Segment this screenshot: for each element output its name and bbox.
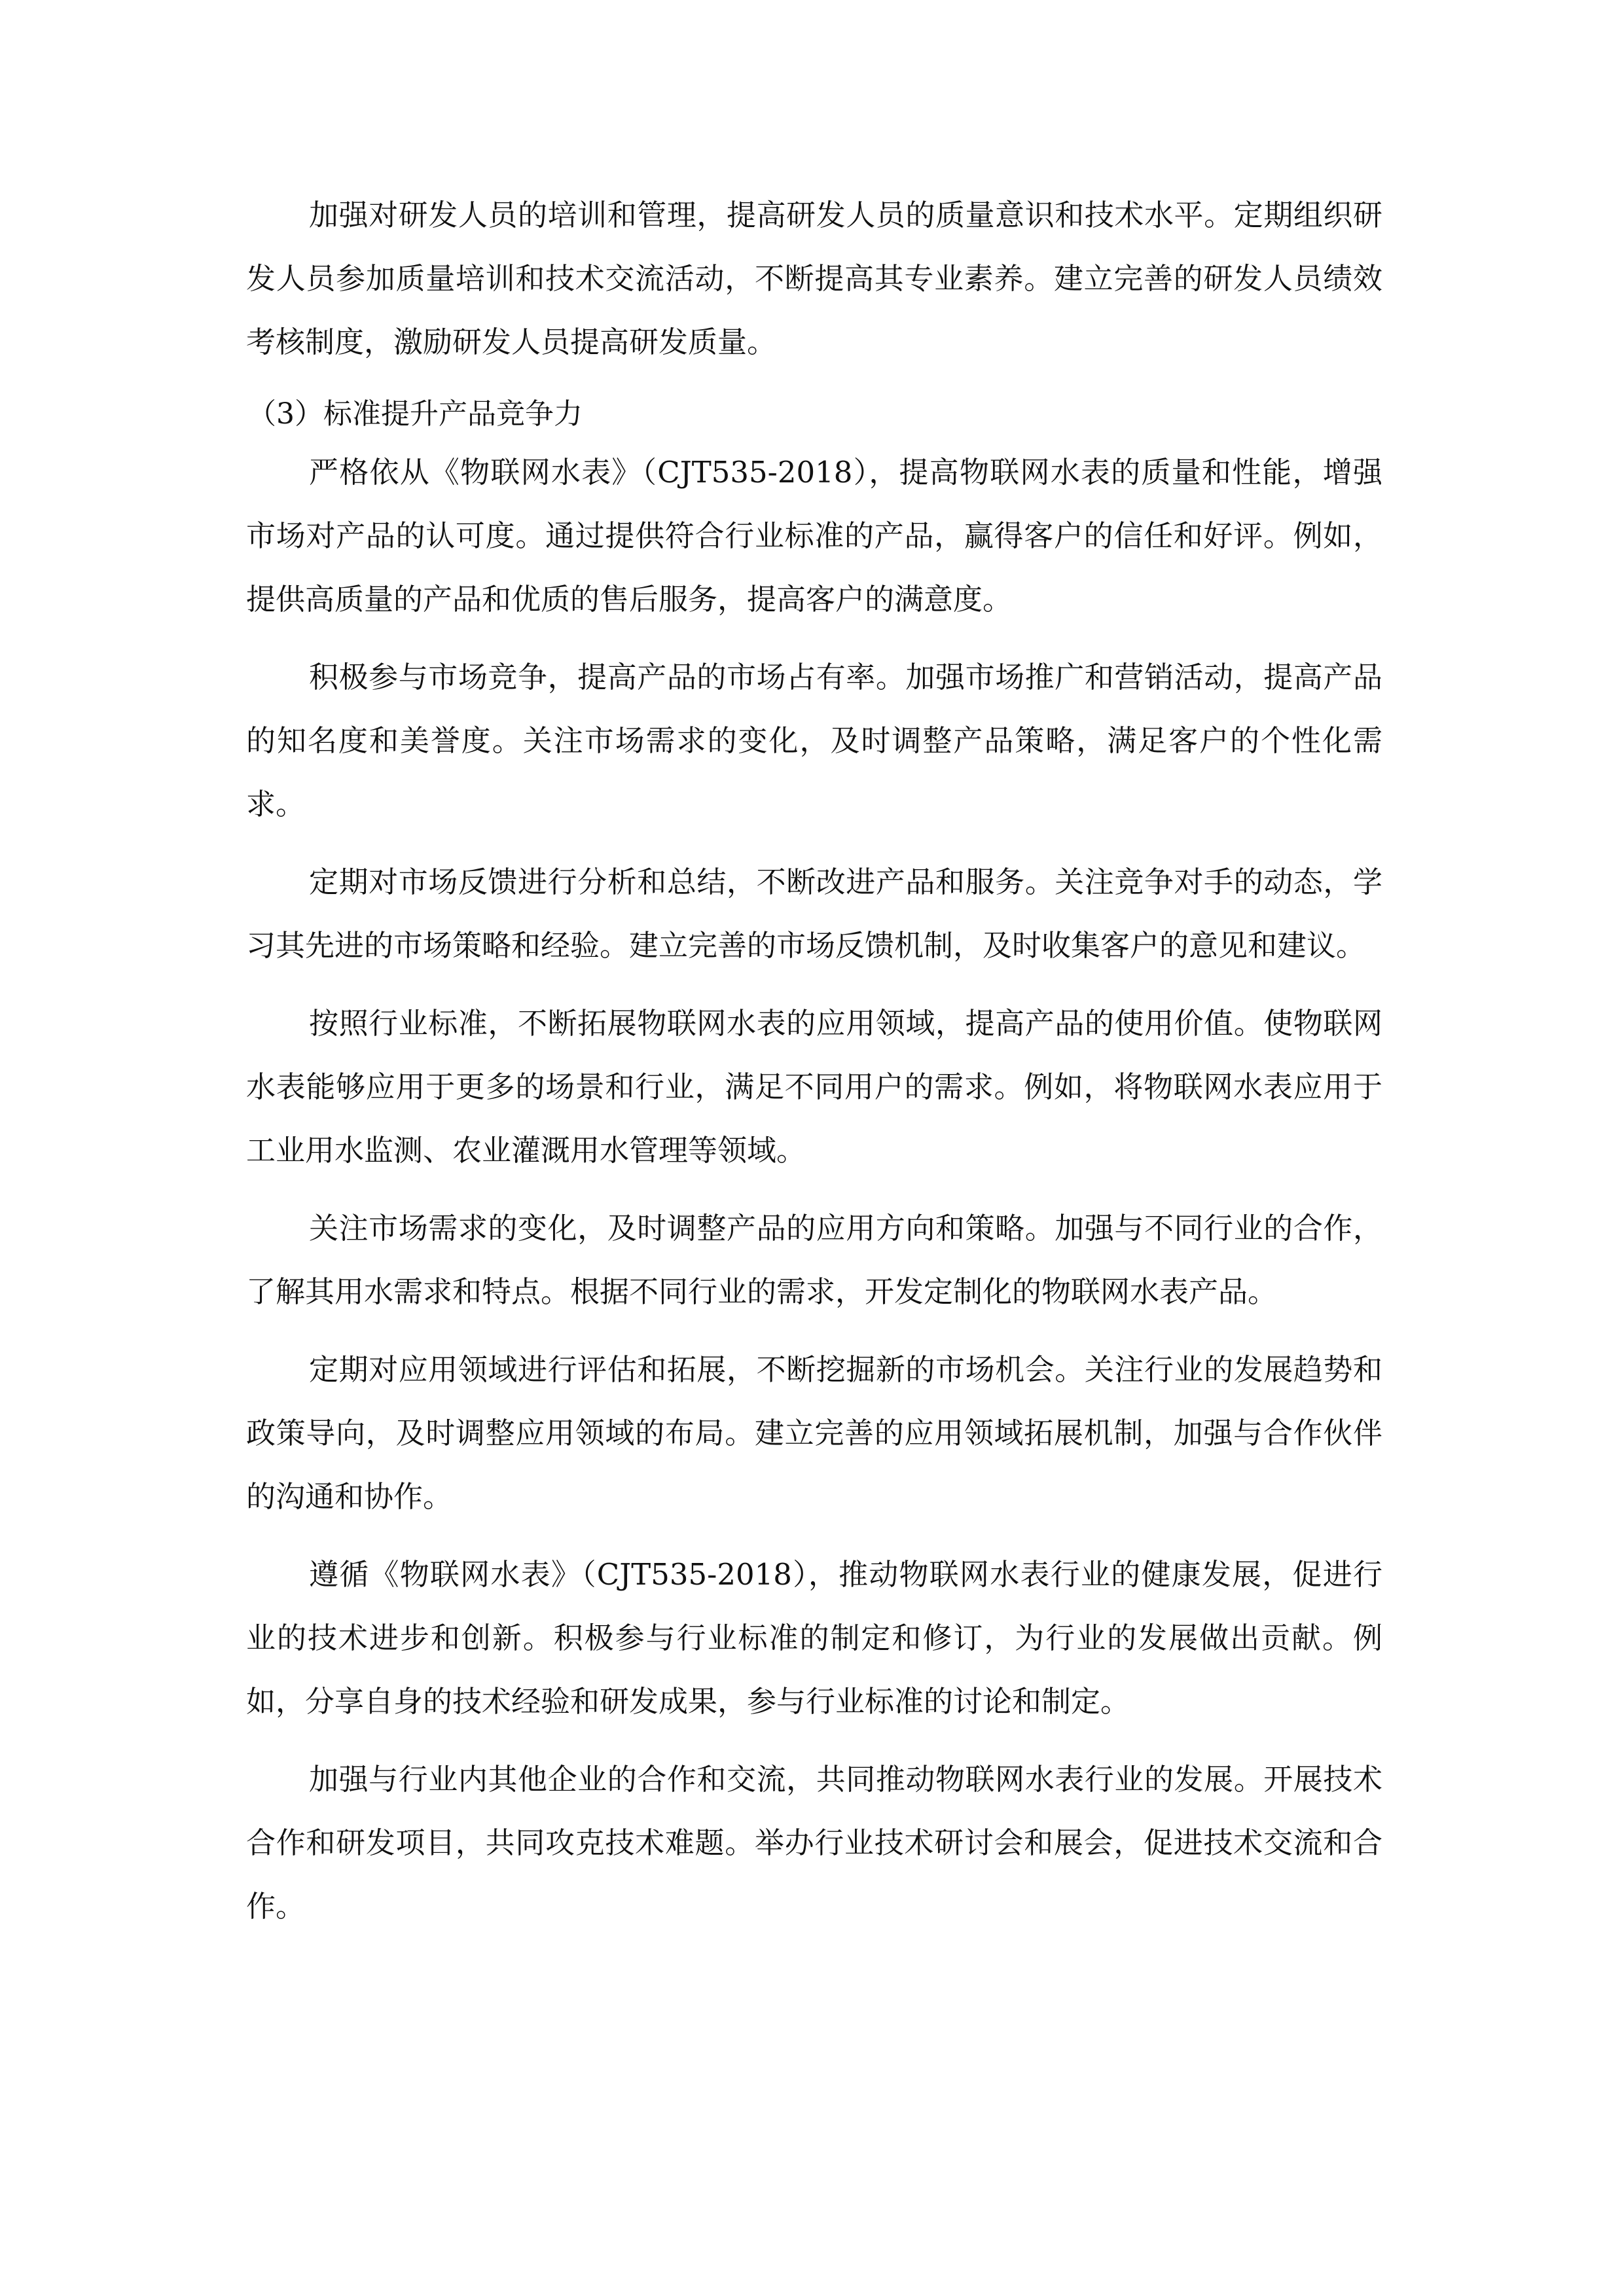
paragraph-comply-standard: 严格依从《物联网水表》（CJT535-2018），提高物联网水表的质量和性能，增强市场对产品的认可度。通过提供符合行业标准的产品，赢得客户的信任和好评。例如，提供高质量的产品和优质的售后服务，提高客户的满意度。 [246,455,1382,617]
paragraph-market-demand: 关注市场需求的变化，及时调整产品的应用方向和策略。加强与不同行业的合作，了解其用水需求和特点。根据不同行业的需求，开发定制化的物联网水表产品。 [246,1211,1382,1309]
paragraph-industry-development: 遵循《物联网水表》（CJT535-2018），推动物联网水表行业的健康发展，促进行业的技术进步和创新。积极参与行业标准的制定和修订，为行业的发展做出贡献。例如，分享自身的技术经验和研发成果，参与行业标准的讨论和制定。 [246,1557,1382,1719]
section-heading-standard-competitiveness: （3）标准提升产品竞争力 [247,397,583,431]
document-body [246,183,1382,1938]
paragraph-researcher-training: 加强对研发人员的培训和管理，提高研发人员的质量意识和技术水平。定期组织研发人员参加质量培训和技术交流活动，不断提高其专业素养。建立完善的研发人员绩效考核制度，激励研发人员提高研发质量。 [246,198,1382,359]
paragraph-application-evaluation: 定期对应用领域进行评估和拓展，不断挖掘新的市场机会。关注行业的发展趋势和政策导向，及时调整应用领域的布局。建立完善的应用领域拓展机制，加强与合作伙伴的沟通和协作。 [246,1352,1382,1514]
paragraph-market-feedback: 定期对市场反馈进行分析和总结，不断改进产品和服务。关注竞争对手的动态，学习其先进的市场策略和经验。建立完善的市场反馈机制，及时收集客户的意见和建议。 [246,865,1382,963]
paragraph-industry-cooperation: 加强与行业内其他企业的合作和交流，共同推动物联网水表行业的发展。开展技术合作和研发项目，共同攻克技术难题。举办行业技术研讨会和展会，促进技术交流和合作。 [246,1762,1382,1924]
paragraph-market-competition: 积极参与市场竞争，提高产品的市场占有率。加强市场推广和营销活动，提高产品的知名度和美誉度。关注市场需求的变化，及时调整产品策略，满足客户的个性化需求。 [246,660,1382,821]
paragraph-application-fields: 按照行业标准，不断拓展物联网水表的应用领域，提高产品的使用价值。使物联网水表能够应用于更多的场景和行业，满足不同用户的需求。例如，将物联网水表应用于工业用水监测、农业灌溉用水管理等领域。 [246,1006,1382,1168]
